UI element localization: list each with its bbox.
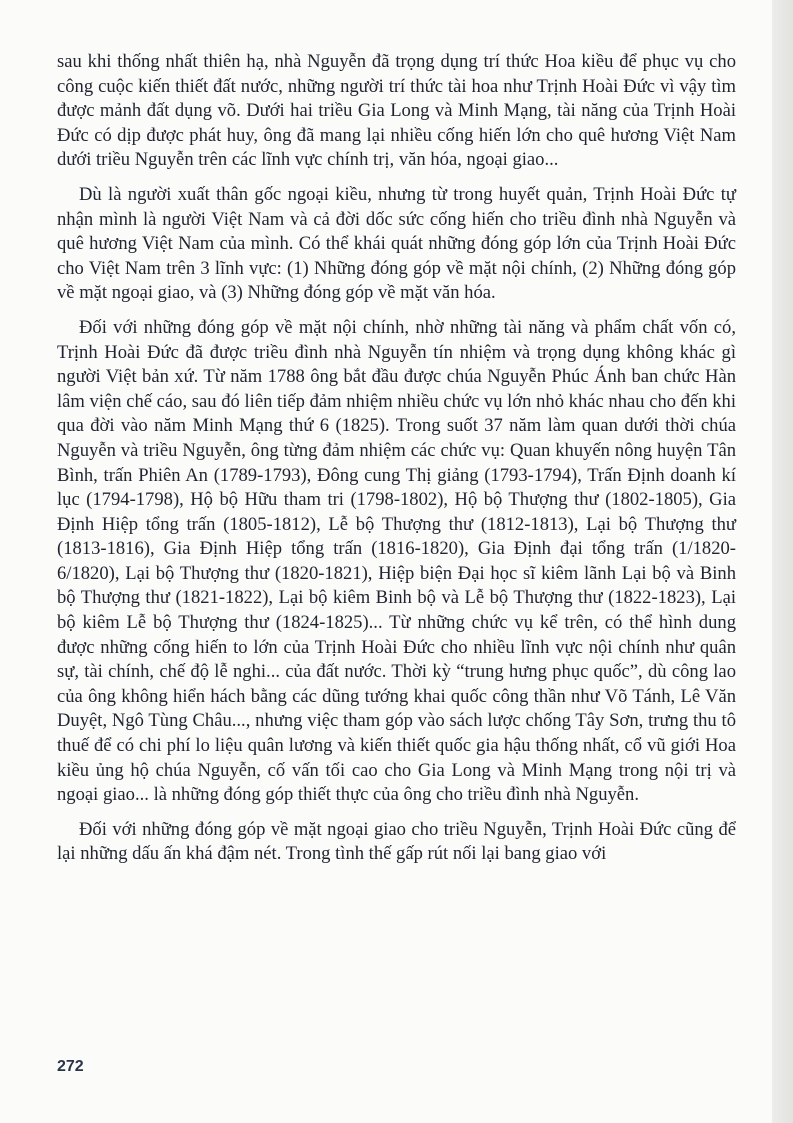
paragraph-domestic-contributions: Đối với những đóng góp về mặt nội chính, nhờ những tài năng và phẩm chất vốn có, Trịnh Hoài Đức đã được triều đình nhà Nguyễn tín nhiệm và trọng dụng không khác gì người Việt bản xứ. Từ năm 1788 ông bắt đầu được chúa Nguyễn Phúc Ánh ban chức Hàn lâm viện chế cáo, sau đó liên tiếp đảm nhiệm nhiều chức vụ lớn nhỏ khác nhau cho đến khi qua đời vào năm Minh Mạng thứ 6 (1825). Trong suốt 37 năm làm quan dưới thời chúa Nguyễn và triều Nguyễn, ông từng đảm nhiệm các chức vụ: Quan khuyến nông huyện Tân Bình, trấn Phiên An (1789-1793), Đông cung Thị giảng (1793-1794), Trấn Định doanh kí lục (1794-1798), Hộ bộ Hữu tham tri (1798-1802), Hộ bộ Thượng thư (1802-1805), Gia Định Hiệp tổng trấn (1805-1812), Lễ bộ Thượng thư (1812-1813), Lại bộ Thượng thư (1813-1816), Gia Định Hiệp tổng trấn (1816-1820), Gia Định đại tổng trấn (1/1820-6/1820), Lại bộ Thượng thư (1820-1821), Hiệp biện Đại học sĩ kiêm lãnh Lại bộ và Binh bộ Thượng thư (1821-1822), Lại bộ kiêm Binh bộ và Lễ bộ Thượng thư (1822-1823), Lại bộ kiêm Lễ bộ Thượng thư (1824-1825)... Từ những chức vụ kể trên, có thể hình dung được những cống hiến to lớn của Trịnh Hoài Đức cho nhiều lĩnh vực nội chính như quân sự, tài chính, chế độ lễ nghi... của đất nước. Thời kỳ “trung hưng phục quốc”, dù công lao của ông không hiển hách bằng các dũng tướng khai quốc công thần như Võ Tánh, Lê Văn Duyệt, Ngô Tùng Châu..., nhưng việc tham góp vào sách lược chống Tây Sơn, trưng thu tô thuế để có chi phí lo liệu quân lương và kiến thiết quốc gia hậu thống nhất, cổ vũ giới Hoa kiều ủng hộ chúa Nguyễn, cố vấn tối cao cho Gia Long và Minh Mạng trong nội trị và ngoại giao... là những đóng góp thiết thực của ông cho triều đình nhà Nguyễn. [57,316,736,806]
page-number: 272 [57,1058,84,1075]
paragraph-origins: Dù là người xuất thân gốc ngoại kiều, nhưng từ trong huyết quản, Trịnh Hoài Đức tự nhận mình là người Việt Nam và cả đời dốc sức cống hiến cho triều đình nhà Nguyễn và quê hương Việt Nam của mình. Có thể khái quát những đóng góp lớn của Trịnh Hoài Đức cho Việt Nam trên 3 lĩnh vực: (1) Những đóng góp về mặt nội chính, (2) Những đóng góp về mặt ngoại giao, và (3) Những đóng góp về mặt văn hóa. [57,183,736,304]
page-edge-shadow [772,0,793,1123]
body-text [57,50,736,877]
paragraph-continuation: sau khi thống nhất thiên hạ, nhà Nguyễn đã trọng dụng trí thức Hoa kiều để phục vụ cho công cuộc kiến thiết đất nước, những người trí thức tài hoa như Trịnh Hoài Đức vì vậy tìm được mảnh đất dụng võ. Dưới hai triều Gia Long và Minh Mạng, tài năng của Trịnh Hoài Đức có dịp được phát huy, ông đã mang lại nhiều cống hiến lớn cho quê hương Việt Nam dưới triều Nguyễn trên các lĩnh vực chính trị, văn hóa, ngoại giao... [57,51,736,171]
paragraph-diplomacy: Đối với những đóng góp về mặt ngoại giao cho triều Nguyễn, Trịnh Hoài Đức cũng để lại những dấu ấn khá đậm nét. Trong tình thế gấp rút nối lại bang giao với [57,818,736,865]
